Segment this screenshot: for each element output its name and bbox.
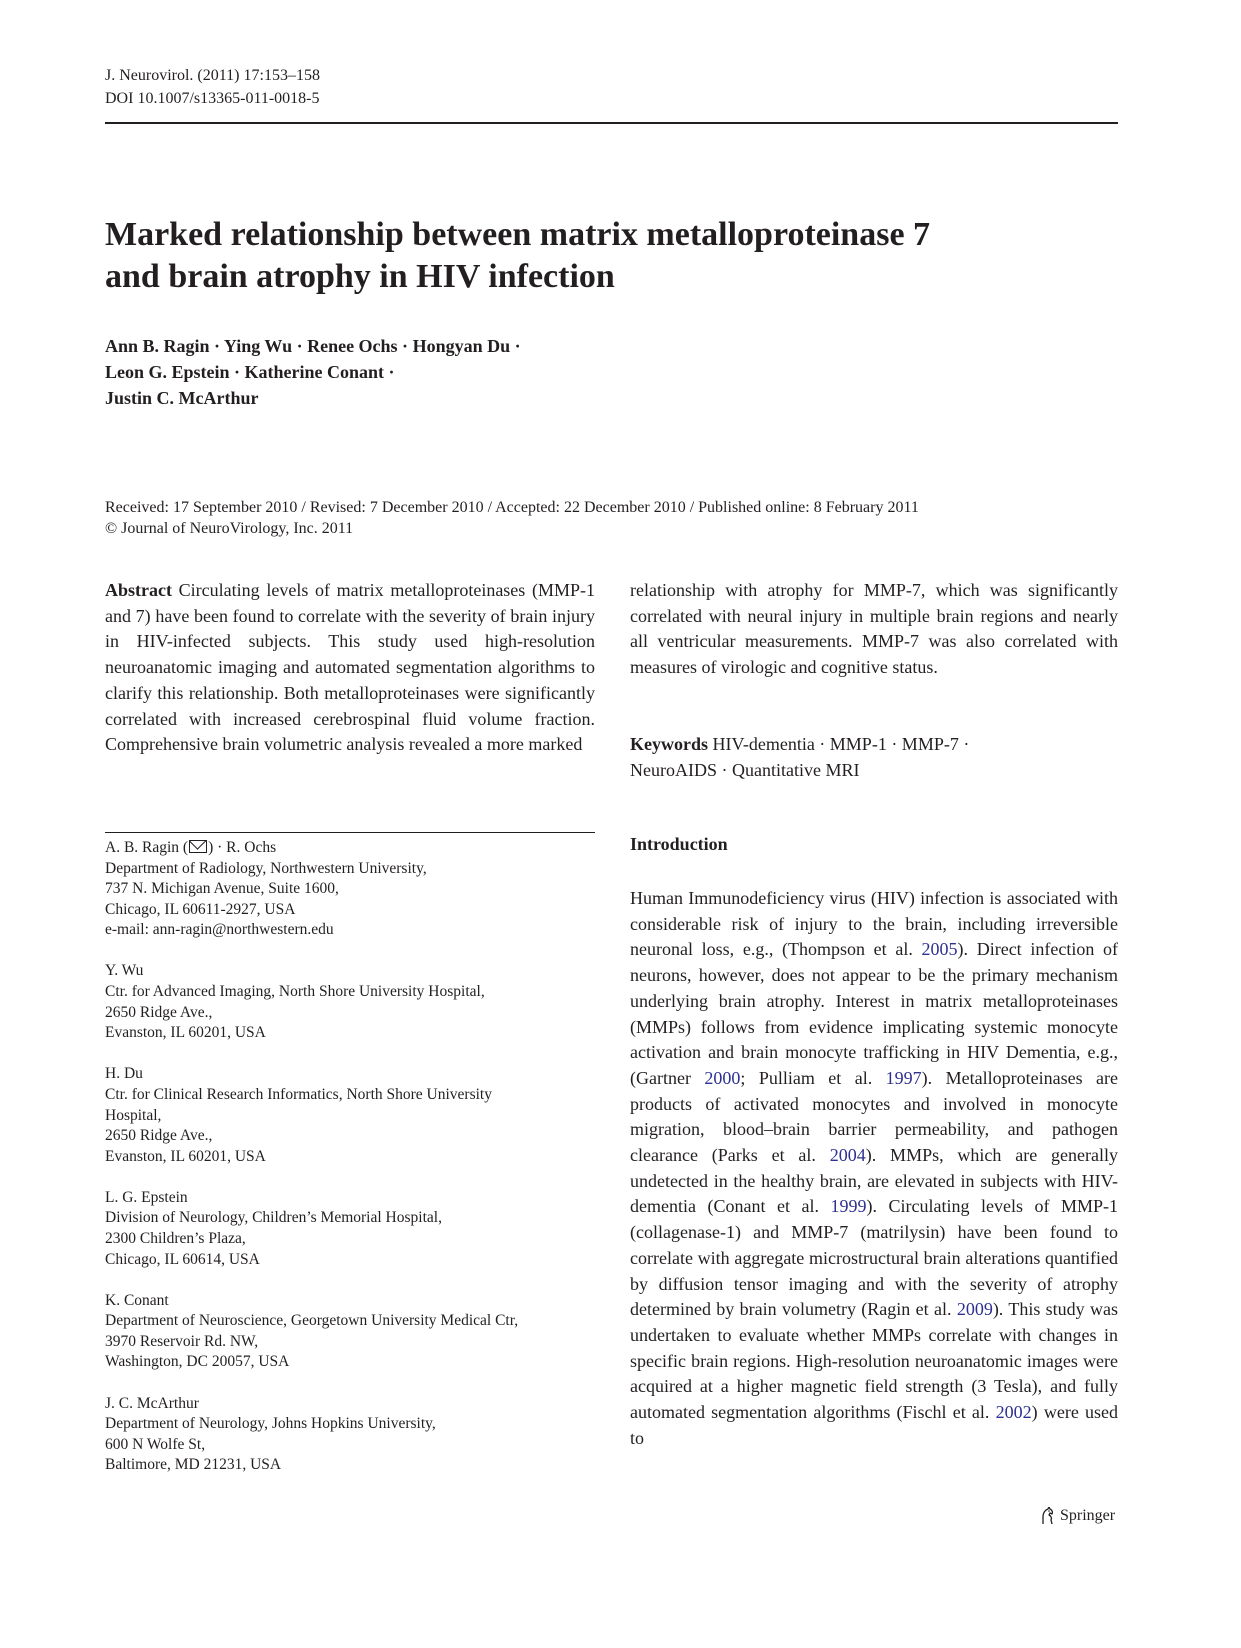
- citation-link[interactable]: 2005: [921, 939, 958, 960]
- affiliation-name: Y. Wu: [105, 962, 144, 980]
- affiliation-line: 3970 Reservoir Rd. NW,: [105, 1332, 259, 1350]
- publisher-name: Springer: [1060, 1507, 1116, 1524]
- affiliation-line: Department of Neurology, Johns Hopkins University,: [105, 1415, 436, 1433]
- affiliation-line: Hospital,: [105, 1106, 162, 1124]
- intro-text: ). MMPs, which are generally undetected in the healthy brain, are elevated in subjects with HIV-dementia (Conant et al.: [630, 1145, 1118, 1217]
- affiliation-line: Washington, DC 20057, USA: [105, 1353, 290, 1371]
- affiliation-name: L. G. Epstein: [105, 1188, 188, 1206]
- affiliation-line: 2650 Ridge Ave.,: [105, 1003, 213, 1021]
- affiliation-line: 600 N Wolfe St,: [105, 1435, 206, 1453]
- intro-text: ). Direct infection of neurons, however, does not appear to be the primary mechanism underlying brain atrophy. Interest in matrix metalloproteinases (MMPs) follows from evidence implicating systemic monocyte activation and brain monocyte trafficking in HIV Dementia, e.g., (Gartner: [630, 939, 1119, 1088]
- affiliation-block: [105, 838, 595, 941]
- author-name: ) · R. Ochs: [208, 839, 277, 856]
- affiliation-line: Chicago, IL 60611-2927, USA: [105, 900, 296, 918]
- journal-citation: J. Neurovirol. (2011) 17:153–158: [105, 67, 320, 84]
- intro-text: ; Pulliam et al.: [740, 1067, 886, 1088]
- affiliation-line: 737 N. Michigan Avenue, Suite 1600,: [105, 880, 339, 898]
- title-line: Marked relationship between matrix metalloproteinase 7: [105, 216, 931, 253]
- citation-link[interactable]: 2009: [956, 1299, 993, 1320]
- affiliation-line: Baltimore, MD 21231, USA: [105, 1456, 282, 1474]
- keywords-label: Keywords: [630, 734, 708, 754]
- abstract-label: Abstract: [105, 580, 172, 600]
- introduction-body: [630, 886, 1118, 1451]
- affiliations: [105, 838, 595, 1496]
- affiliation-block: [105, 1064, 595, 1167]
- abstract-text: Circulating levels of matrix metalloproteinases (MMP-1 and 7) have been found to correlate with the severity of brain injury in HIV-infected subjects. This study used high-resolution neuroanatomic imaging and automated segmentation algorithms to clarify this relationship. Both metalloproteinases were significantly correlated with increased cerebrospinal fluid volume fraction. Comprehensive brain volumetric analysis revealed a more marked: [105, 580, 595, 755]
- intro-text: ). This study was undertaken to evaluate whether MMPs correlate with changes in specific brain regions. High-resolution neuroanatomic images were acquired at a higher magnetic field strength (3 Tesla), and fully automated segmentation algorithms (Fischl et al.: [630, 1299, 1119, 1423]
- author-list: [105, 333, 805, 411]
- keywords-line: NeuroAIDS · Quantitative MRI: [630, 759, 860, 780]
- article-title: [105, 214, 1065, 298]
- affiliation-line: Ctr. for Clinical Research Informatics, North Shore University: [105, 1085, 492, 1103]
- abstract-left: [105, 578, 595, 758]
- affiliation-block: [105, 1188, 595, 1270]
- email-link[interactable]: e-mail: ann-ragin@northwestern.edu: [105, 921, 334, 939]
- copyright: © Journal of NeuroVirology, Inc. 2011: [105, 520, 354, 537]
- citation-link[interactable]: 2000: [704, 1067, 741, 1088]
- publisher-logo: [1040, 1507, 1115, 1525]
- header-rule: [105, 122, 1118, 124]
- affiliation-line: Division of Neurology, Children’s Memorial Hospital,: [105, 1209, 442, 1227]
- article-history: [105, 497, 919, 539]
- affiliation-line: Evanston, IL 60201, USA: [105, 1024, 266, 1042]
- envelope-icon: [189, 840, 207, 853]
- intro-text: ). Metalloproteinases are products of activated monocytes and involved in monocyte migration, blood–brain barrier permeability, and pathogen clearance (Parks et al.: [630, 1067, 1118, 1166]
- affiliation-line: Ctr. for Advanced Imaging, North Shore University Hospital,: [105, 983, 485, 1001]
- intro-text: ) were used to: [630, 1402, 1119, 1448]
- abstract-right: [630, 578, 1118, 681]
- affiliation-name: J. C. McArthur: [105, 1394, 199, 1412]
- affiliation-block: [105, 1291, 595, 1373]
- affiliation-line: 2650 Ridge Ave.,: [105, 1127, 213, 1145]
- title-line: and brain atrophy in HIV infection: [105, 258, 615, 295]
- springer-horse-icon: [1040, 1507, 1055, 1525]
- affiliation-line: Department of Neuroscience, Georgetown University Medical Ctr,: [105, 1312, 519, 1330]
- affiliation-rule: [105, 832, 595, 833]
- authors-line: Leon G. Epstein · Katherine Conant ·: [105, 362, 395, 382]
- affiliation-line: 2300 Children’s Plaza,: [105, 1230, 246, 1247]
- intro-text: Human Immunodeficiency virus (HIV) infection is associated with considerable risk of injury to the brain, including irreversible neuronal loss, e.g., (Thompson et al.: [630, 888, 1118, 960]
- authors-line: Ann B. Ragin · Ying Wu · Renee Ochs · Hongyan Du ·: [105, 336, 521, 356]
- doi: DOI 10.1007/s13365-011-0018-5: [105, 90, 320, 107]
- intro-text: ). Circulating levels of MMP-1 (collagenase-1) and MMP-7 (matrilysin) have been found to correlate with aggregate microstructural brain alterations quantified by diffusion tensor imaging and with the severity of atrophy determined by brain volumetry (Ragin et al.: [630, 1196, 1118, 1320]
- citation-link[interactable]: 2002: [995, 1402, 1032, 1423]
- keywords-line: HIV-dementia · MMP-1 · MMP-7 ·: [712, 734, 970, 754]
- affiliation-block: [105, 1394, 595, 1476]
- affiliation-line: Chicago, IL 60614, USA: [105, 1250, 260, 1268]
- affiliation-block: [105, 961, 595, 1043]
- affiliation-line: Department of Radiology, Northwestern University,: [105, 859, 427, 877]
- citation-link[interactable]: 2004: [829, 1145, 866, 1166]
- section-heading-introduction: Introduction: [630, 834, 728, 854]
- affiliation-name: H. Du: [105, 1065, 143, 1083]
- author-name: A. B. Ragin (: [105, 839, 189, 856]
- received-dates: Received: 17 September 2010 / Revised: 7 December 2010 / Accepted: 22 December 2010 / Published online: 8 February 2011: [105, 499, 919, 516]
- citation-link[interactable]: 1999: [830, 1196, 867, 1217]
- citation-link[interactable]: 1997: [885, 1067, 922, 1088]
- affiliation-name: K. Conant: [105, 1291, 169, 1309]
- keywords: [630, 732, 1118, 783]
- affiliation-name: [105, 838, 595, 859]
- affiliation-line: Evanston, IL 60201, USA: [105, 1147, 266, 1165]
- journal-header: [105, 64, 320, 110]
- authors-line: Justin C. McArthur: [105, 388, 259, 408]
- abstract-text-continued: relationship with atrophy for MMP-7, which was significantly correlated with neural injury in multiple brain regions and nearly all ventricular measurements. MMP-7 was also correlated with measures of virologic and cognitive status.: [630, 580, 1118, 678]
